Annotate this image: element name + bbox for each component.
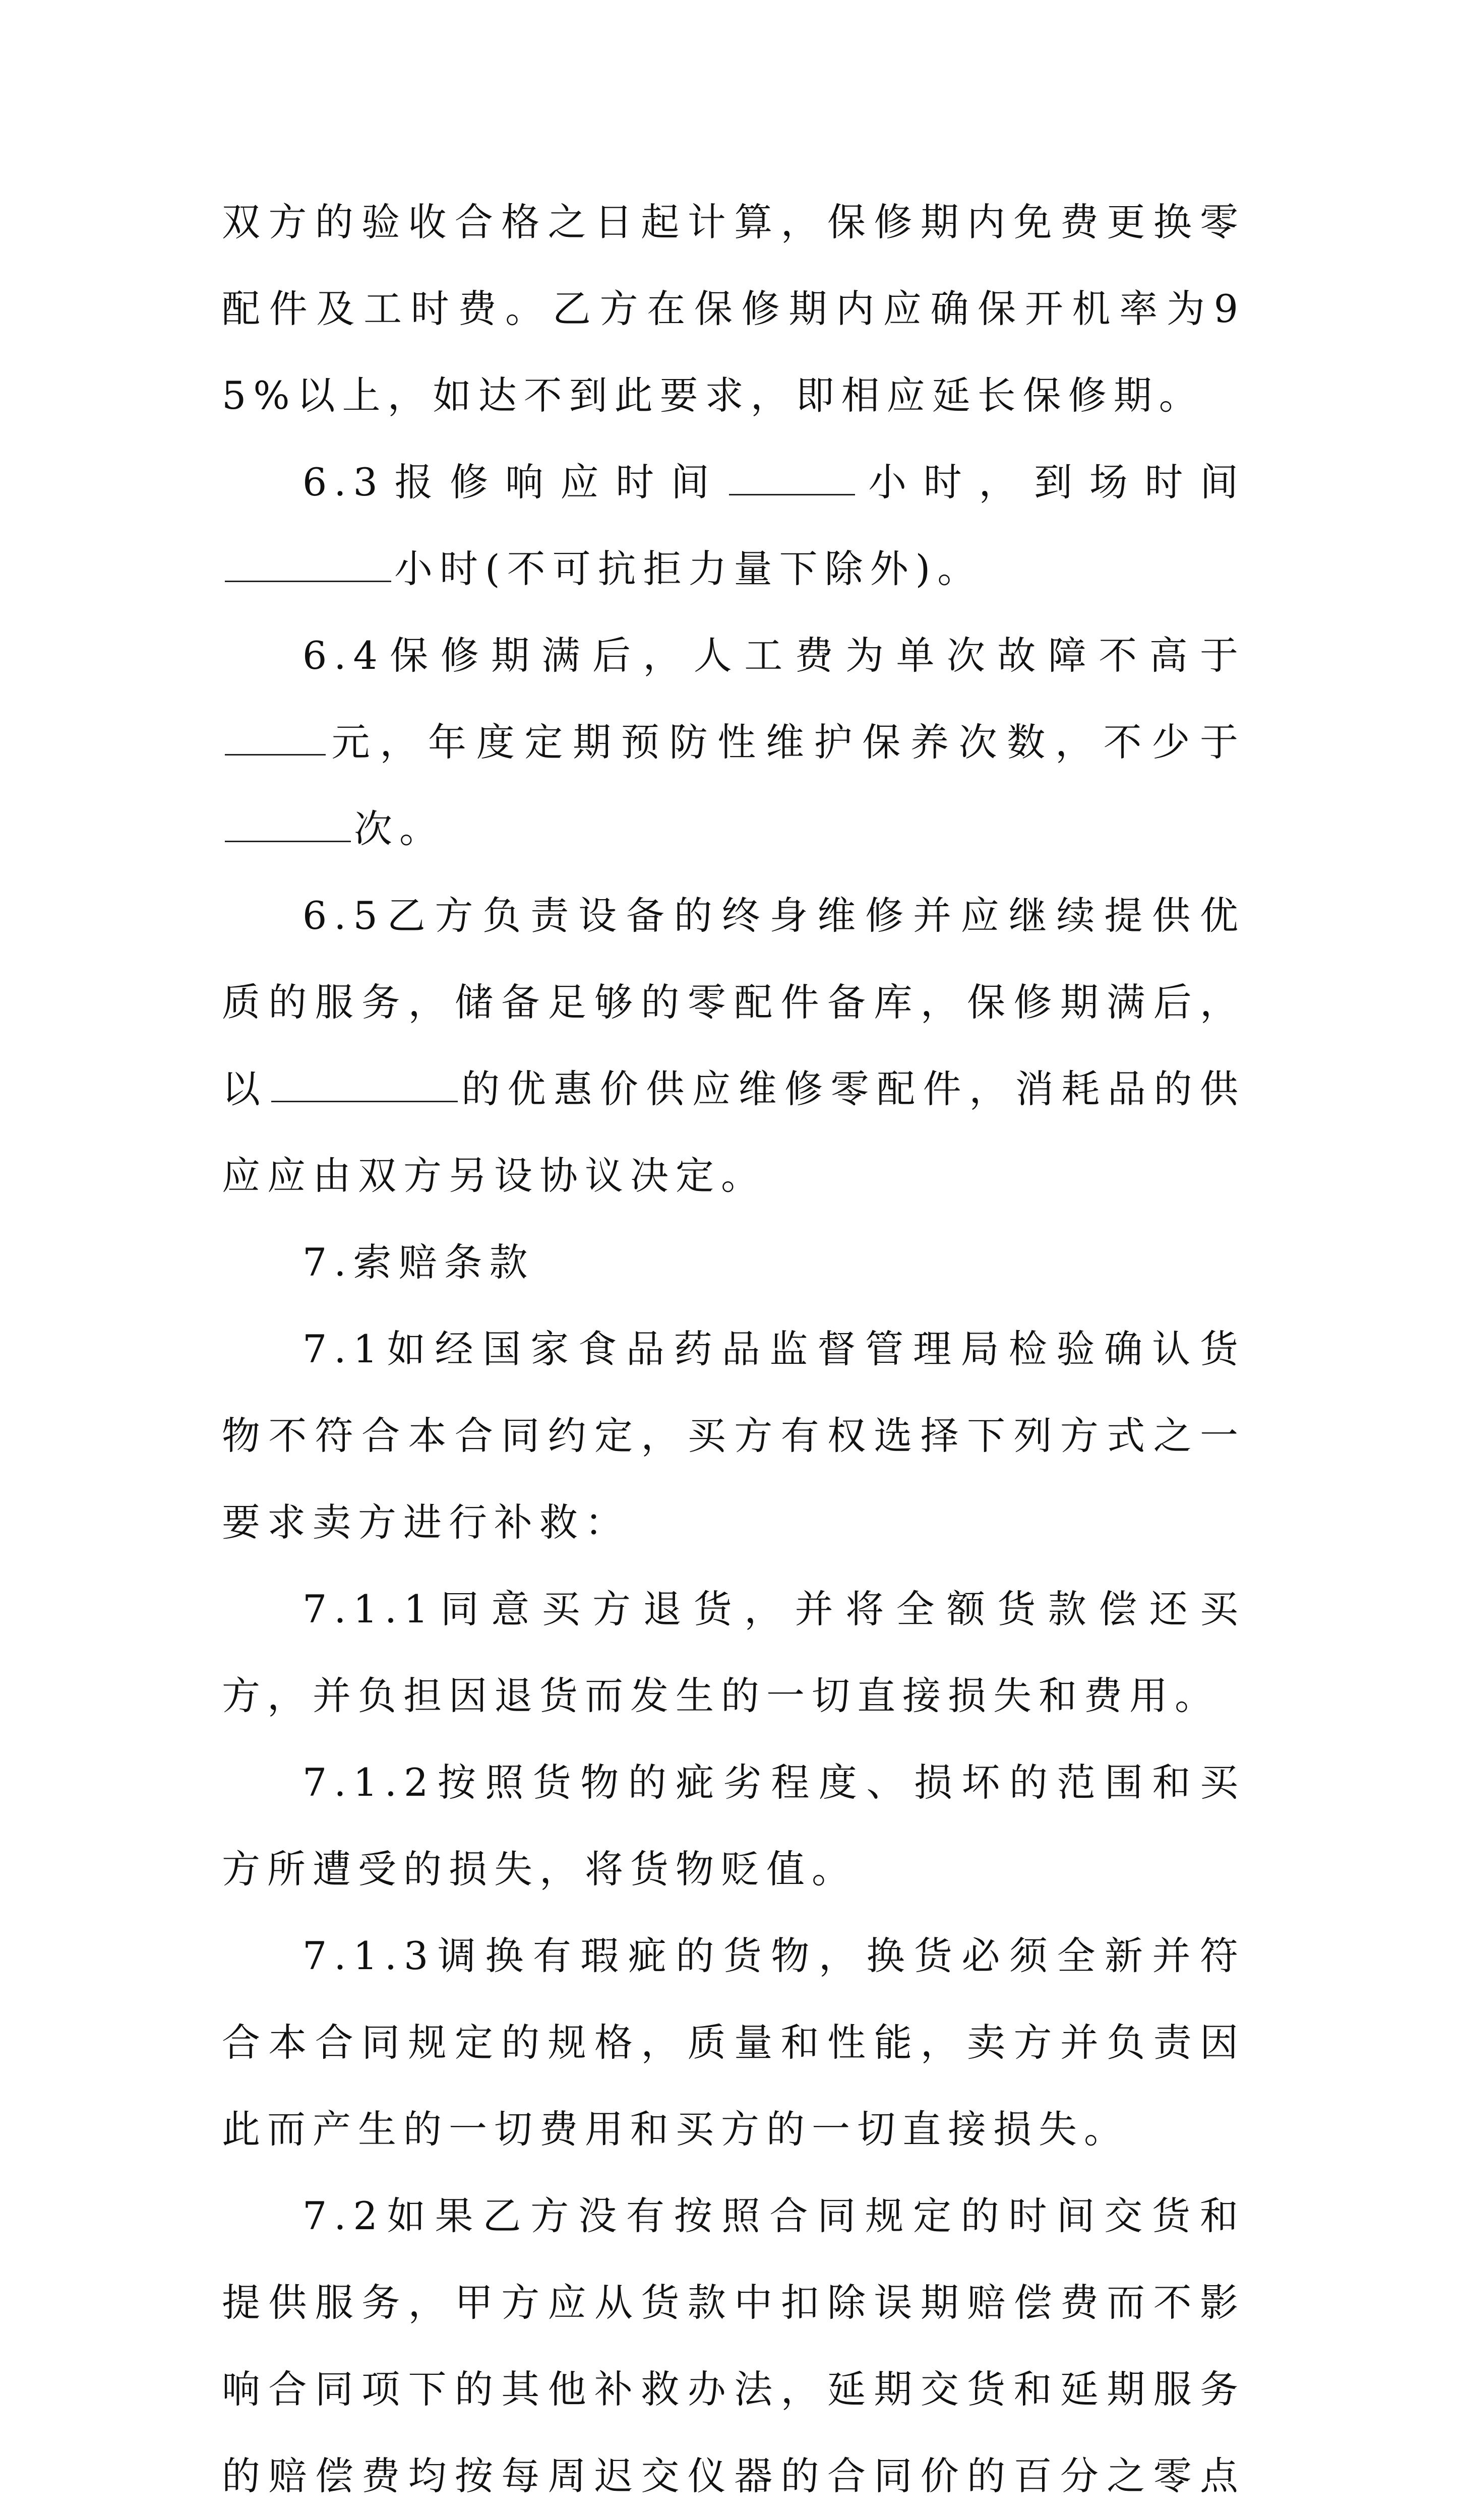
paragraph-6-4-part-2: 元，年度定期预防性维护保养次数，不少于 <box>329 720 1245 765</box>
section-heading-7-claims: 7.索赔条款 <box>302 1240 535 1285</box>
blank-maintenance-count[interactable] <box>225 806 351 842</box>
document-body <box>222 179 1245 2520</box>
blank-discount-price[interactable] <box>271 1066 458 1102</box>
blank-arrival-hours[interactable] <box>225 546 391 582</box>
blank-labor-fee[interactable] <box>225 720 326 755</box>
paragraph-6-3-part-2: 小时，到场时间 <box>858 460 1245 505</box>
paragraph-6-4-part-3: 次。 <box>354 806 445 851</box>
paragraph-6-5 <box>222 872 1245 1219</box>
paragraph-6-3 <box>222 439 1245 612</box>
paragraph-7-1-2: 7.1.2按照货物的疵劣程度、损坏的范围和买方所遭受的损失，将货物贬值。 <box>222 1760 1245 1892</box>
paragraph-7-2: 7.2如果乙方没有按照合同规定的时间交货和提供服务，甲方应从货款中扣除误期赔偿费而不影响合同项下的其他补救办法，延期交货和延期服务的赔偿费均按每周迟交仪器的合同价的百分之零点 <box>222 2193 1245 2498</box>
paragraph-6-3-part-1: 6.3报修响应时间 <box>302 460 726 505</box>
paragraph-6-5-part-2: 的优惠价供应维修零配件，消耗品的供应应由双方另设协议决定。 <box>222 1066 1246 1198</box>
paragraph-7-1: 7.1如经国家食品药品监督管理局检验确认货物不符合本合同约定，买方有权选择下列方式之一要求卖方进行补救： <box>222 1327 1245 1545</box>
blank-response-hours[interactable] <box>729 460 855 495</box>
paragraph-6-4-part-1: 6.4保修期满后，人工费为单次故障不高于 <box>302 633 1245 678</box>
paragraph-6-3-part-3: 小时(不可抗拒力量下除外)。 <box>394 546 983 591</box>
paragraph-7-1-3: 7.1.3调换有瑕疵的货物，换货必须全新并符合本合同规定的规格，质量和性能，卖方并负责因此而产生的一切费用和买方的一切直接损失。 <box>222 1933 1245 2152</box>
paragraph-6-4 <box>222 612 1245 872</box>
paragraph-warranty-continued: 双方的验收合格之日起计算，保修期内免费更换零配件及工时费。乙方在保修期内应确保开机率为95%以上，如达不到此要求，即相应延长保修期。 <box>222 200 1245 418</box>
paragraph-7-1-1: 7.1.1同意买方退货，并将全额货款偿还买方，并负担因退货而发生的一切直接损失和费用。 <box>222 1587 1245 1718</box>
paragraph-6-5-part-1: 6.5乙方负责设备的终身维修并应继续提供优质的服务，储备足够的零配件备库，保修期满后，以 <box>222 893 1245 1111</box>
